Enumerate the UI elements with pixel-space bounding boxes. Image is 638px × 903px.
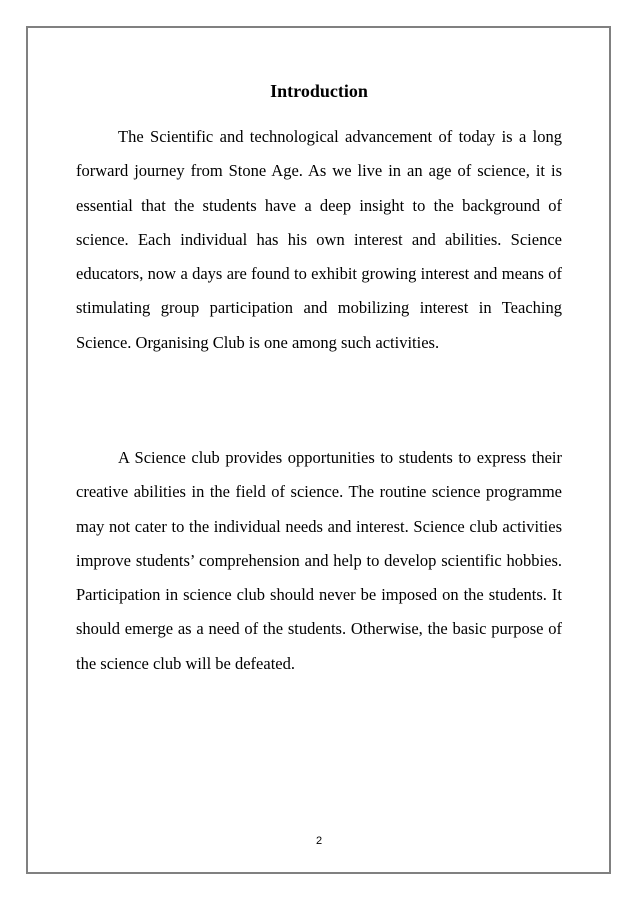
page-number: 2 <box>315 835 323 847</box>
paragraph-1: The Scientific and technological advancement of today is a long forward journey from Stone Age. As we live in an age of science, it is essential that the students have a deep insight to the background of science. Each individual has his own interest and abilities. Science educators, now a days are found to exhibit growing interest and means of stimulating group participation and mobilizing interest in Teaching Science. Organising Club is one among such activities. <box>76 127 562 352</box>
paragraph-2: A Science club provides opportunities to students to express their creative abilities in the field of science. The routine science programme may not cater to the individual needs and interest. Science club activities improve students’ comprehension and help to develop scientific hobbies. Participation in science club should never be imposed on the students. It should emerge as a need of the students. Otherwise, the basic purpose of the science club will be defeated. <box>76 448 562 673</box>
page-title: Introduction <box>270 81 368 101</box>
